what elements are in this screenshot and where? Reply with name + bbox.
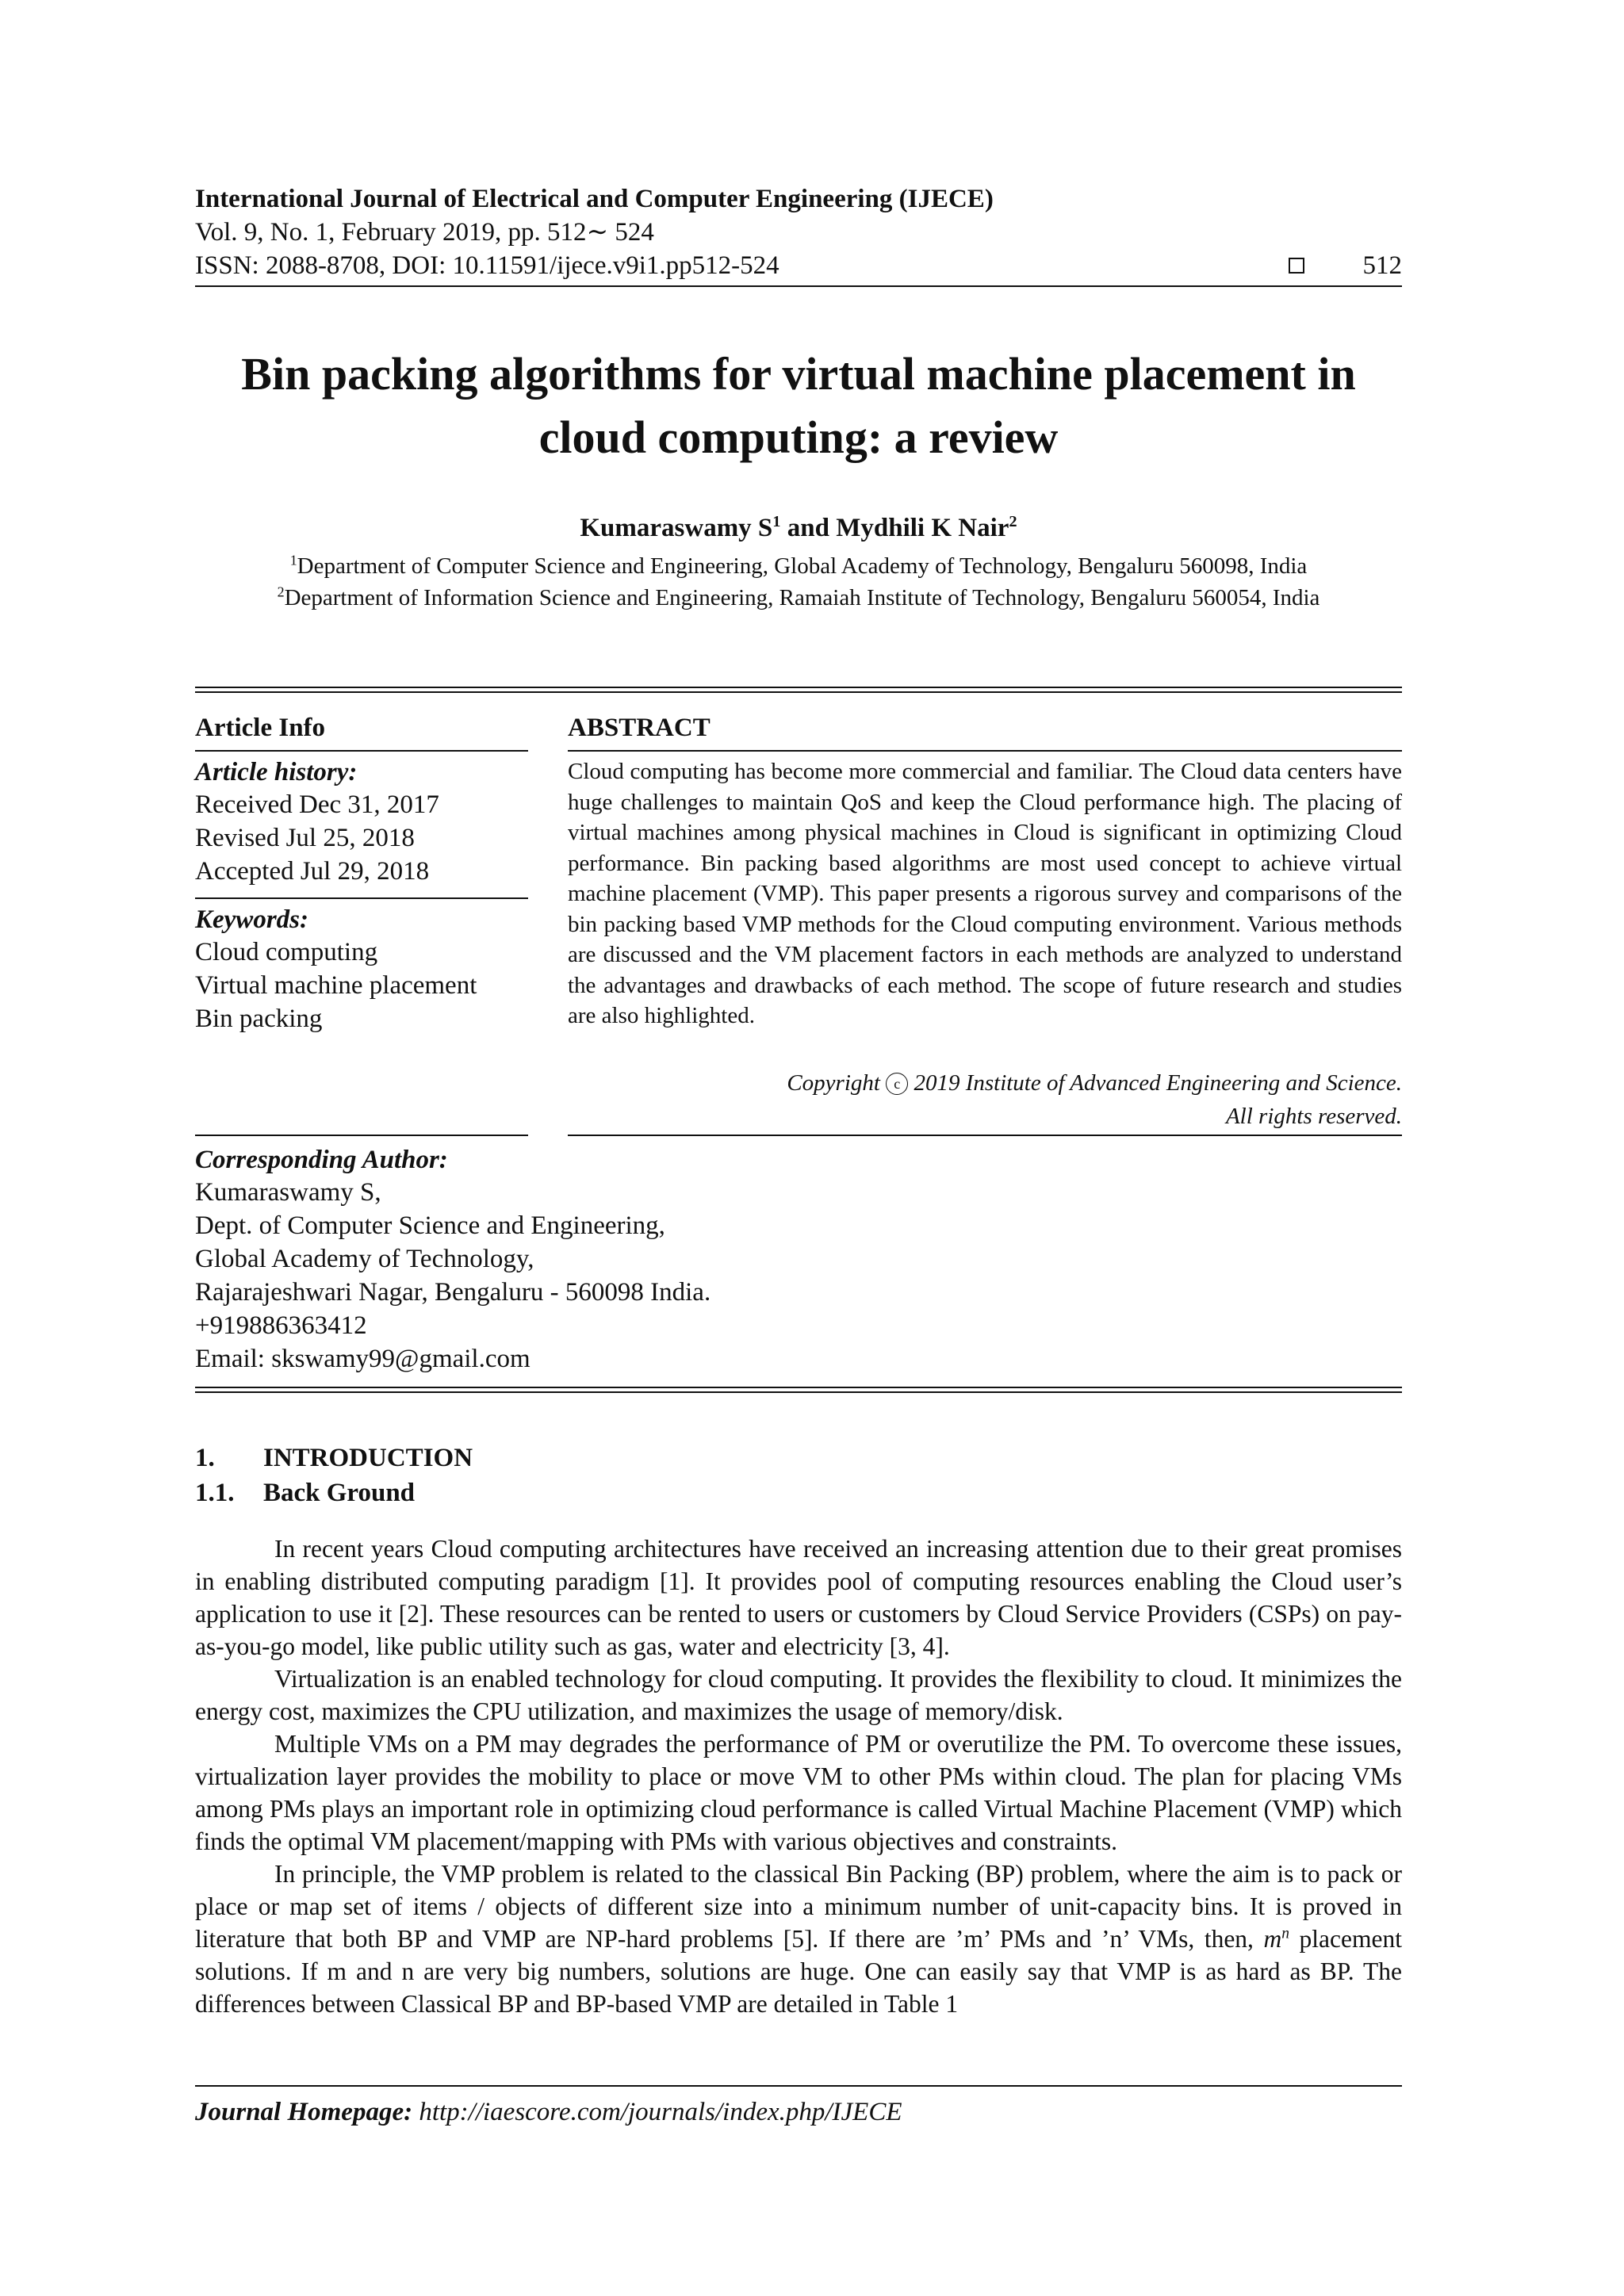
accepted-date: Accepted Jul 29, 2018 bbox=[195, 857, 430, 886]
revised-date: Revised Jul 25, 2018 bbox=[195, 824, 415, 852]
article-info-heading: Article Info bbox=[195, 714, 326, 742]
keywords-label: Keywords: bbox=[195, 905, 308, 934]
page-footer bbox=[195, 2085, 1402, 2130]
corresponding-line: Rajarajeshwari Nagar, Bengaluru - 560098 India. bbox=[195, 1277, 711, 1307]
keyword: Cloud computing bbox=[195, 938, 378, 966]
corresponding-author-label: Corresponding Author: bbox=[195, 1145, 448, 1174]
author-name: Kumaraswamy S bbox=[580, 514, 773, 542]
section-heading bbox=[195, 1441, 1402, 1475]
subsection-title: Back Ground bbox=[263, 1478, 416, 1507]
paragraph-text: placement solutions. If m and n are very big numbers, solutions are huge. One can easily say that VMP is as hard as BP. The differences between Classical BP and BP-based VMP are detailed in Table 1 bbox=[195, 1924, 1402, 2018]
divider bbox=[568, 750, 1402, 752]
affiliation-2 bbox=[195, 582, 1402, 614]
corresponding-line: Kumaraswamy S, bbox=[195, 1177, 381, 1207]
corresponding-email: Email: skswamy99@gmail.com bbox=[195, 1344, 530, 1373]
author-joiner: and bbox=[780, 514, 837, 542]
paper-title: Bin packing algorithms for virtual machine placement in cloud computing: a review bbox=[241, 348, 1356, 463]
homepage-link[interactable]: http://iaescore.com/journals/index.php/IJECE bbox=[419, 2098, 902, 2126]
copyright-prefix: Copyright bbox=[787, 1070, 880, 1096]
corresponding-line: Global Academy of Technology, bbox=[195, 1244, 534, 1273]
journal-name: International Journal of Electrical and Computer Engineering (IJECE) bbox=[195, 185, 994, 213]
issn-doi-line: ISSN: 2088-8708, DOI: 10.11591/ijece.v9i1.pp512-524 bbox=[195, 251, 779, 280]
math-base: m bbox=[1263, 1924, 1282, 1953]
copyright-notice bbox=[568, 1066, 1402, 1133]
subsection-number: 1.1. bbox=[195, 1478, 235, 1507]
volume-line: Vol. 9, No. 1, February 2019, pp. 512∼ 524 bbox=[195, 218, 654, 247]
double-rule-bottom bbox=[195, 1387, 1402, 1393]
introduction-section bbox=[195, 1441, 1402, 2020]
running-header bbox=[195, 182, 1402, 287]
paragraph-text: In principle, the VMP problem is related to the classical Bin Packing (BP) problem, where the aim is to pack or place or map set of items / objects of different size into a minimum number of unit-capacity bins. It is proved in literature that both BP and VMP are NP-hard problems [5]. If there are ’m’ PMs and ’n’ VMs, then, bbox=[195, 1859, 1402, 1953]
section-number: 1. bbox=[195, 1443, 215, 1472]
journal-homepage bbox=[195, 2095, 1402, 2130]
body-paragraph bbox=[195, 1858, 1402, 2020]
abstract-text: Cloud computing has become more commercial and familiar. The Cloud data centers have huge challenges to maintain QoS and keep the Cloud performance high. The placing of virtual machines among physical machines in Cloud is significant in optimizing Cloud performance. Bin packing based algorithms are most used concept to achieve virtual machine placement (VMP). This paper presents a rigorous survey and comparisons of the bin packing based VMP methods for the Cloud computing environment. Various methods are discussed and the VM placement factors in each methods are analyzed to understand the advantages and drawbacks of each method. The scope of future research and studies are also highlighted. bbox=[568, 759, 1402, 1028]
abstract-heading: ABSTRACT bbox=[568, 714, 710, 742]
body-paragraph: Virtualization is an enabled technology for cloud computing. It provides the flexibility to cloud. It minimizes the energy cost, maximizes the CPU utilization, and maximizes the usage of memory/disk. bbox=[195, 1664, 1402, 1725]
divider bbox=[195, 750, 528, 752]
math-expression bbox=[1263, 1925, 1289, 1953]
header-rule bbox=[195, 285, 1402, 287]
copyright-icon: c bbox=[886, 1073, 908, 1095]
corresponding-author-block bbox=[195, 1144, 1402, 1376]
body-paragraph: Multiple VMs on a PM may degrades the performance of PM or overutilize the PM. To overcome these issues, virtualization layer provides the mobility to place or move VM to other PMs within cloud. The plan for placing VMs among PMs plays an important role in optimizing cloud performance is called Virtual Machine Placement (VMP) which finds the optimal VM placement/mapping with PMs with various objectives and constraints. bbox=[195, 1729, 1402, 1855]
author-affiliation-mark: 1 bbox=[772, 513, 781, 530]
paper-page bbox=[195, 182, 1402, 2020]
abstract-column bbox=[568, 707, 1402, 1133]
body-paragraph: In recent years Cloud computing architectures have received an increasing attention due to their great promises in enabling distributed computing paradigm [1]. It provides pool of computing resources enabling the Cloud user’s application to use it [2]. These resources can be rented to users or customers by Cloud Service Providers (CSPs) on pay-as-you-go model, like public utility such as gas, water and electricity [3, 4]. bbox=[195, 1534, 1402, 1660]
article-info-column bbox=[195, 707, 528, 1133]
footer-rule bbox=[195, 2085, 1402, 2087]
page-number: 512 bbox=[1362, 251, 1402, 280]
keyword: Bin packing bbox=[195, 1004, 323, 1033]
math-exponent: n bbox=[1281, 1925, 1289, 1942]
corresponding-line: Dept. of Computer Science and Engineering, bbox=[195, 1211, 665, 1240]
short-rules bbox=[195, 1135, 1402, 1136]
divider bbox=[195, 897, 528, 899]
article-history-label: Article history: bbox=[195, 758, 358, 786]
divider bbox=[195, 1135, 528, 1136]
author-name: Mydhili K Nair bbox=[836, 514, 1009, 542]
affiliation-text: Department of Information Science and Engineering, Ramaiah Institute of Technology, Bengaluru 560054, India bbox=[284, 585, 1320, 610]
affiliation-mark: 2 bbox=[277, 584, 285, 600]
info-abstract-block bbox=[195, 707, 1402, 1133]
affiliation-1 bbox=[195, 550, 1402, 582]
subsection-heading bbox=[195, 1475, 1402, 1510]
author-affiliation-mark: 2 bbox=[1009, 513, 1017, 530]
author-line bbox=[195, 512, 1402, 544]
received-date: Received Dec 31, 2017 bbox=[195, 790, 439, 819]
double-rule-top bbox=[195, 687, 1402, 693]
square-icon bbox=[1289, 258, 1304, 274]
corresponding-line: +919886363412 bbox=[195, 1311, 367, 1340]
divider bbox=[568, 1135, 1402, 1136]
homepage-label: Journal Homepage: bbox=[195, 2098, 413, 2126]
affiliation-mark: 1 bbox=[289, 552, 297, 568]
affiliation-text: Department of Computer Science and Engineering, Global Academy of Technology, Bengaluru 560098, India bbox=[297, 553, 1308, 579]
section-title: INTRODUCTION bbox=[263, 1443, 473, 1472]
keyword: Virtual machine placement bbox=[195, 971, 477, 1000]
rights-reserved: All rights reserved. bbox=[1225, 1103, 1402, 1129]
copyright-text: 2019 Institute of Advanced Engineering and Science. bbox=[914, 1070, 1402, 1096]
